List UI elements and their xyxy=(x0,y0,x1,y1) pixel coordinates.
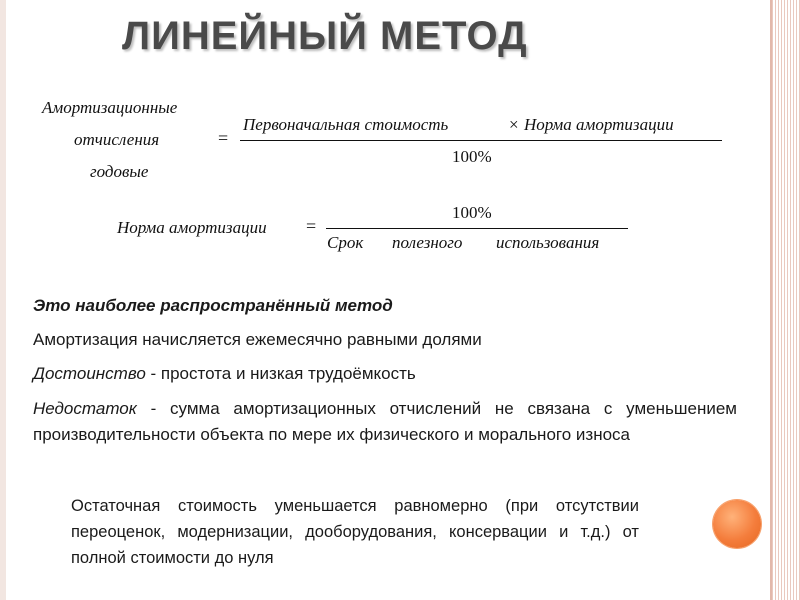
formula2-equals: = xyxy=(306,216,317,236)
formula1-times: × xyxy=(509,115,519,134)
formula1-denominator: 100% xyxy=(452,147,492,166)
residual-value-text: Остаточная стоимость уменьшается равномерно (при отсутствии переоценок, модернизации, дооборудования, консервации и т.д.) от полной стоимости до нуля xyxy=(71,497,639,567)
formula2-denominator-c: использования xyxy=(496,233,600,252)
formula1-lhs-line1: Амортизационные xyxy=(42,98,178,117)
advantage-term: Достоинство xyxy=(33,364,146,383)
formula2-denominator-b: полезного xyxy=(392,233,463,252)
formula2-numerator: 100% xyxy=(452,203,492,222)
formula1-numerator-b: Норма амортизации xyxy=(524,115,674,134)
formula1-fraction-bar xyxy=(240,140,722,141)
formula2-lhs: Норма амортизации xyxy=(117,218,267,237)
right-decorative-stripes xyxy=(770,0,800,600)
most-common-heading: Это наиболее распространённый метод xyxy=(33,296,393,315)
disadvantage-term: Недостаток xyxy=(33,399,137,418)
monthly-accrual-text: Амортизация начисляется ежемесячно равными долями xyxy=(33,330,482,349)
formula1-lhs-line2: отчисления xyxy=(74,130,160,149)
formula2-denominator-a: Срок xyxy=(327,233,364,252)
slide-title: ЛИНЕЙНЫЙ МЕТОД xyxy=(122,14,528,58)
disadvantage-description: - сумма амортизационных отчислений не связана с уменьшением производительности объекта по мере их физического и морального износа xyxy=(33,399,737,444)
formula2-fraction-bar xyxy=(326,228,628,229)
formula1-lhs-line3: годовые xyxy=(90,162,149,181)
formula1-numerator-a: Первоначальная стоимость xyxy=(243,115,449,134)
formula1-equals: = xyxy=(218,128,229,148)
advantage-description: - простота и низкая трудоёмкость xyxy=(145,364,416,383)
advantage-text xyxy=(33,364,416,384)
disadvantage-text xyxy=(33,396,737,448)
decorative-orange-circle xyxy=(713,500,761,548)
left-border-strip xyxy=(0,0,6,600)
